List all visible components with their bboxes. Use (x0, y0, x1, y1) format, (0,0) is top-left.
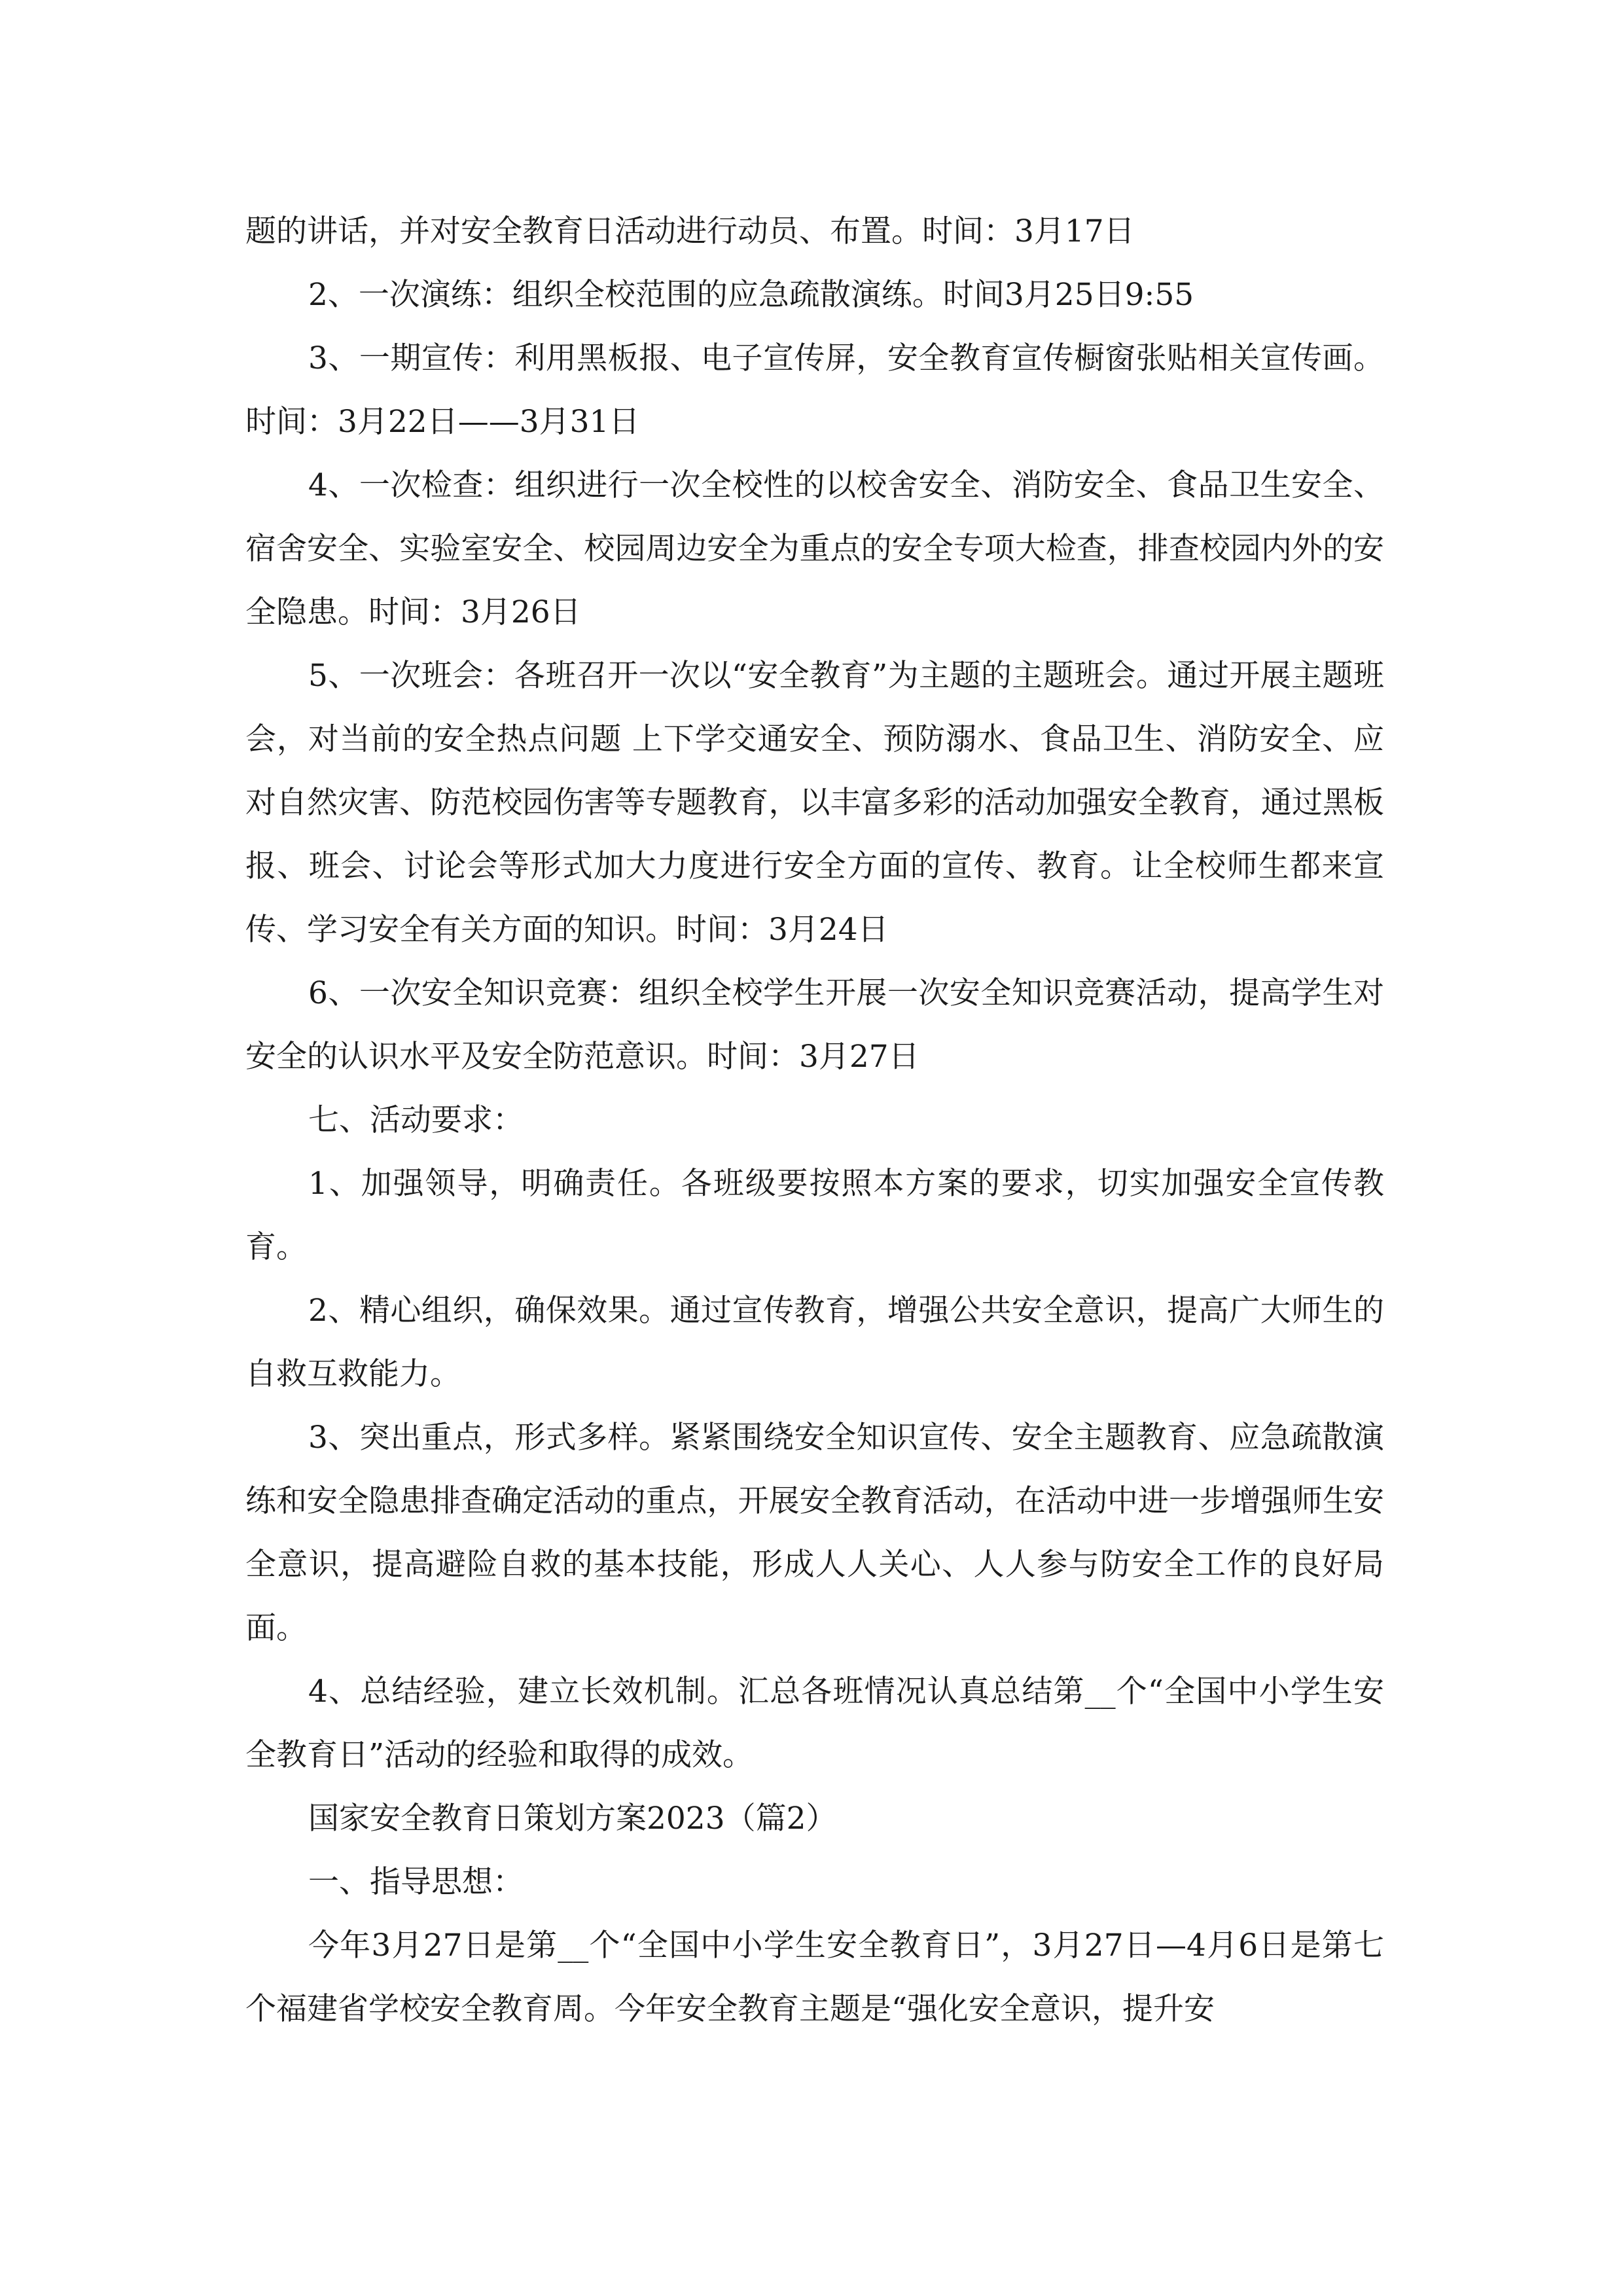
paragraph: 题的讲话，并对安全教育日活动进行动员、布置。时间：3月17日 (245, 213, 1135, 249)
document-body (245, 200, 1384, 2041)
section-heading: 一、指导思想： (308, 1864, 524, 1900)
paragraph: 4、一次检查：组织进行一次全校性的以校舍安全、消防安全、食品卫生安全、宿舍安全、实验室安全、校园周边安全为重点的安全专项大检查，排查校园内外的安全隐患。时间：3月26日 (245, 467, 1384, 630)
paragraph: 6、一次安全知识竞赛：组织全校学生开展一次安全知识竞赛活动，提高学生对安全的认识水平及安全防范意识。时间：3月27日 (245, 975, 1384, 1075)
paragraph: 3、一期宣传：利用黑板报、电子宣传屏，安全教育宣传橱窗张贴相关宣传画。时间：3月22日——3月31日 (245, 340, 1384, 440)
paragraph: 2、精心组织，确保效果。通过宣传教育，增强公共安全意识，提高广大师生的自救互救能力。 (245, 1293, 1384, 1392)
paragraph: 今年3月27日是第__个“全国中小学生安全教育日”，3月27日—4月6日是第七个福建省学校安全教育周。今年安全教育主题是“强化安全意识，提升安 (245, 1928, 1384, 2027)
section-heading: 七、活动要求： (308, 1102, 524, 1138)
paragraph: 2、一次演练：组织全校范围的应急疏散演练。时间3月25日9:55 (308, 277, 1194, 313)
paragraph: 1、加强领导，明确责任。各班级要按照本方案的要求，切实加强安全宣传教育。 (245, 1166, 1384, 1265)
paragraph: 4、总结经验，建立长效机制。汇总各班情况认真总结第__个“全国中小学生安全教育日”活动的经验和取得的成效。 (245, 1674, 1384, 1773)
paragraph: 5、一次班会：各班召开一次以“安全教育”为主题的主题班会。通过开展主题班会，对当前的安全热点问题 上下学交通安全、预防溺水、食品卫生、消防安全、应对自然灾害、防范校园伤害等专题教育，以丰富多彩的活动加强安全教育，通过黑板报、班会、讨论会等形式加大力度进行安全方面的宣传、教育。让全校师生都来宣传、学习安全有关方面的知识。时间：3月24日 (245, 658, 1384, 948)
paragraph: 3、突出重点，形式多样。紧紧围绕安全知识宣传、安全主题教育、应急疏散演练和安全隐患排查确定活动的重点，开展安全教育活动，在活动中进一步增强师生安全意识，提高避险自救的基本技能，形成人人关心、人人参与防安全工作的良好局面。 (245, 1420, 1384, 1646)
article-title: 国家安全教育日策划方案2023（篇2） (308, 1801, 837, 1837)
